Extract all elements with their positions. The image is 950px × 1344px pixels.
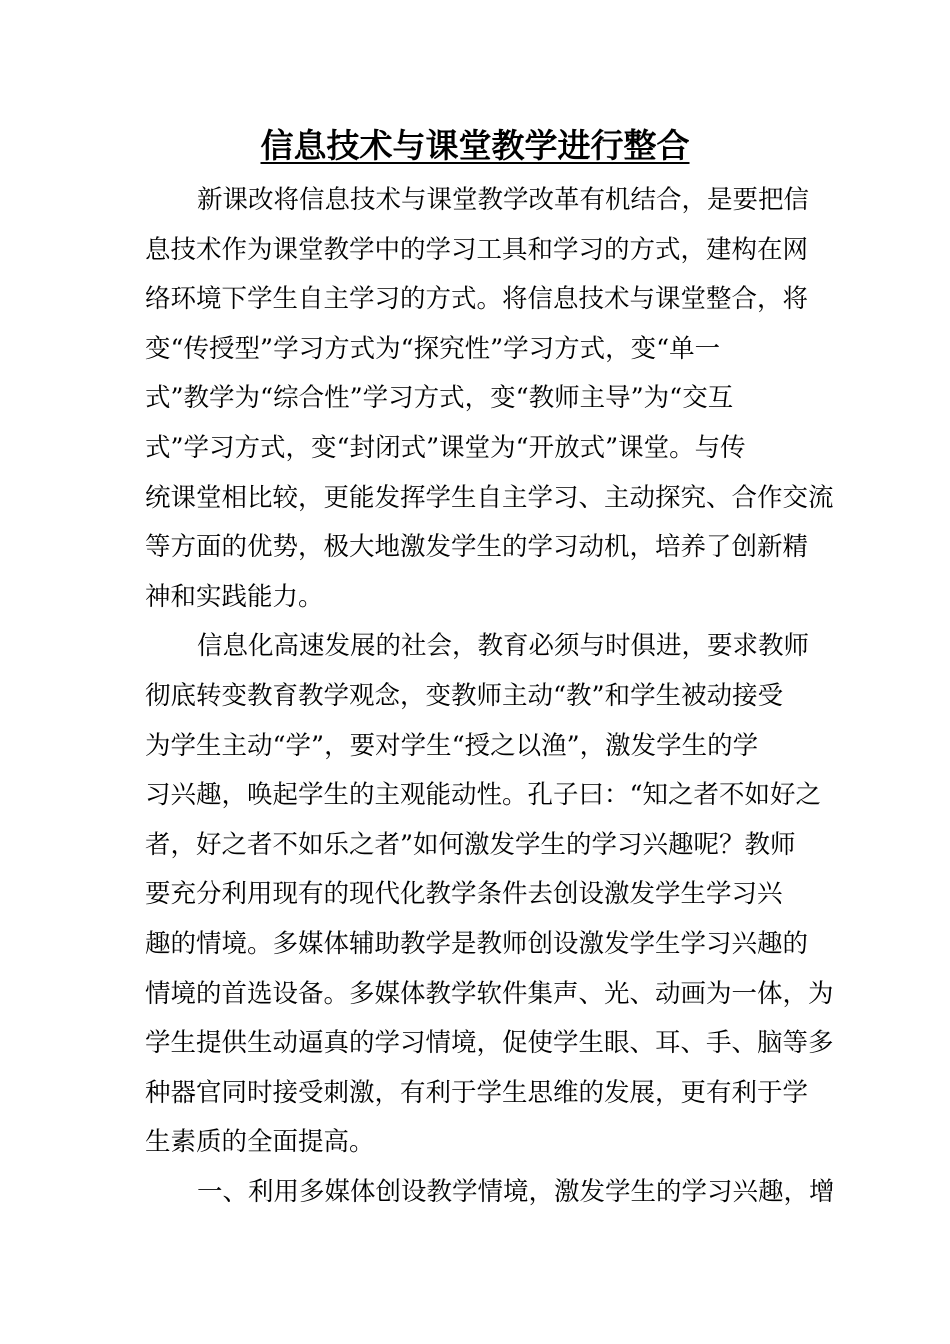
text-line: 要充分利用现有的现代化教学条件去创设激发学生学习兴: [145, 879, 783, 910]
text-line: 等方面的优势，极大地激发学生的学习动机，培养了创新精: [145, 532, 809, 563]
text-line: 生素质的全面提高。: [145, 1127, 375, 1158]
text-line: 彻底转变教育教学观念，变教师主动“教”和学生被动接受: [145, 680, 784, 711]
text-line: 学生提供生动逼真的学习情境，促使学生眼、耳、手、脑等多: [145, 1028, 834, 1059]
document-body: [145, 176, 835, 1217]
text-line: 变“传授型”学习方式为“探究性”学习方式，变“单一: [145, 333, 721, 364]
text-line: 习兴趣，唤起学生的主观能动性。孔子曰：“知之者不如好之: [145, 780, 822, 811]
text-line: 趣的情境。多媒体辅助教学是教师创设激发学生学习兴趣的: [145, 928, 809, 959]
document-title-text: 信息技术与课堂教学进行整合: [260, 126, 690, 165]
text-line: 情境的首选设备。多媒体教学软件集声、光、动画为一体，为: [145, 978, 834, 1009]
text-line: 神和实践能力。: [145, 581, 324, 612]
text-line: 一、利用多媒体创设教学情境，激发学生的学习兴趣，增: [197, 1176, 835, 1207]
text-line: 式”学习方式，变“封闭式”课堂为“开放式”课堂。与传: [145, 432, 746, 463]
text-line: 式”教学为“综合性”学习方式，变“教师主导”为“交互: [145, 383, 734, 414]
text-line: 信息化高速发展的社会，教育必须与时俱进，要求教师: [197, 631, 810, 662]
document-title: [0, 118, 950, 174]
text-line: 者，好之者不如乐之者”如何激发学生的学习兴趣呢？教师: [145, 829, 796, 860]
text-line: 新课改将信息技术与课堂教学改革有机结合，是要把信: [197, 185, 810, 215]
text-line: 种器官同时接受刺激，有利于学生思维的发展，更有利于学: [145, 1077, 809, 1108]
text-line: 络环境下学生自主学习的方式。将信息技术与课堂整合，将: [145, 284, 809, 315]
text-line: 统课堂相比较，更能发挥学生自主学习、主动探究、合作交流: [145, 482, 834, 513]
text-line: 息技术作为课堂教学中的学习工具和学习的方式，建构在网: [145, 234, 809, 265]
text-line: 为学生主动“学”，要对学生“授之以渔”，激发学生的学: [145, 730, 759, 761]
